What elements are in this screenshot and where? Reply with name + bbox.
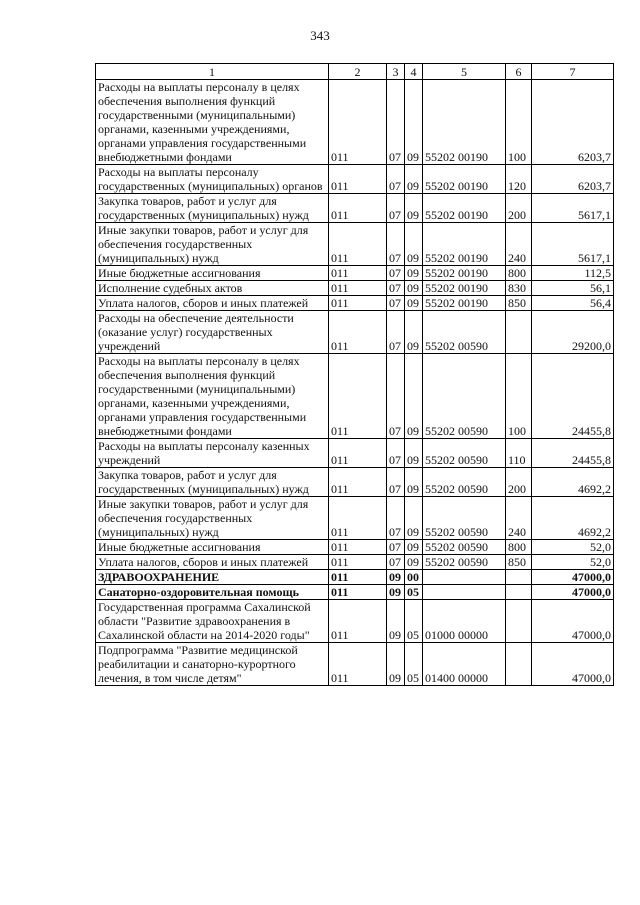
- expense-type: 830: [506, 281, 532, 296]
- row-name: Иные бюджетные ассигнования: [96, 540, 329, 555]
- table-row: [96, 354, 614, 439]
- table-row: [96, 281, 614, 296]
- amount: 6203,7: [532, 165, 614, 194]
- section-code: 07: [387, 296, 405, 311]
- amount: 47000,0: [532, 600, 614, 643]
- section-code: 07: [387, 281, 405, 296]
- ministry-code: 011: [329, 540, 387, 555]
- column-header: 3: [387, 64, 405, 80]
- column-header: 4: [405, 64, 423, 80]
- section-code: 07: [387, 354, 405, 439]
- column-header: 1: [96, 64, 329, 80]
- table-row: [96, 585, 614, 600]
- target-article: 55202 00190: [423, 165, 506, 194]
- section-code: 07: [387, 266, 405, 281]
- section-code: 07: [387, 223, 405, 266]
- table-row: [96, 570, 614, 585]
- budget-table: [95, 63, 614, 686]
- ministry-code: 011: [329, 296, 387, 311]
- row-name: Санаторно-оздоровительная помощь: [96, 585, 329, 600]
- row-name: Расходы на выплаты персоналу в целях обеспечения выполнения функций государственными (муниципальными) органами, казенными учреждениями, органами управления государственными внебюджетными фондами: [96, 354, 329, 439]
- subsection-code: 09: [405, 165, 423, 194]
- amount: 29200,0: [532, 311, 614, 354]
- row-name: Исполнение судебных актов: [96, 281, 329, 296]
- ministry-code: 011: [329, 281, 387, 296]
- expense-type: [506, 600, 532, 643]
- column-header: 7: [532, 64, 614, 80]
- table-row: [96, 643, 614, 686]
- row-name: ЗДРАВООХРАНЕНИЕ: [96, 570, 329, 585]
- amount: 47000,0: [532, 643, 614, 686]
- target-article: 55202 00190: [423, 296, 506, 311]
- ministry-code: 011: [329, 555, 387, 570]
- subsection-code: 05: [405, 585, 423, 600]
- row-name: Иные закупки товаров, работ и услуг для обеспечения государственных (муниципальных) нужд: [96, 497, 329, 540]
- target-article: 01400 00000: [423, 643, 506, 686]
- subsection-code: 09: [405, 497, 423, 540]
- expense-type: 110: [506, 439, 532, 468]
- amount: 24455,8: [532, 354, 614, 439]
- subsection-code: 09: [405, 266, 423, 281]
- target-article: 55202 00590: [423, 540, 506, 555]
- table-row: [96, 439, 614, 468]
- amount: 52,0: [532, 540, 614, 555]
- subsection-code: 05: [405, 600, 423, 643]
- table-row: [96, 468, 614, 497]
- subsection-code: 09: [405, 281, 423, 296]
- subsection-code: 09: [405, 311, 423, 354]
- ministry-code: 011: [329, 80, 387, 165]
- section-code: 07: [387, 311, 405, 354]
- target-article: 01000 00000: [423, 600, 506, 643]
- target-article: 55202 00190: [423, 80, 506, 165]
- amount: 24455,8: [532, 439, 614, 468]
- target-article: [423, 585, 506, 600]
- column-header: 5: [423, 64, 506, 80]
- target-article: 55202 00190: [423, 223, 506, 266]
- section-code: 07: [387, 165, 405, 194]
- amount: 112,5: [532, 266, 614, 281]
- subsection-code: 09: [405, 194, 423, 223]
- ministry-code: 011: [329, 266, 387, 281]
- subsection-code: 09: [405, 223, 423, 266]
- column-header: 2: [329, 64, 387, 80]
- page-number: 343: [310, 28, 330, 43]
- table-row: [96, 80, 614, 165]
- ministry-code: 011: [329, 194, 387, 223]
- ministry-code: 011: [329, 585, 387, 600]
- expense-type: 120: [506, 165, 532, 194]
- section-code: 07: [387, 497, 405, 540]
- target-article: 55202 00590: [423, 354, 506, 439]
- target-article: 55202 00190: [423, 194, 506, 223]
- amount: 5617,1: [532, 194, 614, 223]
- row-name: Расходы на выплаты персоналу казенных учреждений: [96, 439, 329, 468]
- row-name: Уплата налогов, сборов и иных платежей: [96, 296, 329, 311]
- table-row: [96, 497, 614, 540]
- subsection-code: 09: [405, 354, 423, 439]
- expense-type: 200: [506, 468, 532, 497]
- table-row: [96, 223, 614, 266]
- subsection-code: 09: [405, 468, 423, 497]
- section-code: 07: [387, 468, 405, 497]
- subsection-code: 09: [405, 80, 423, 165]
- table-row: [96, 555, 614, 570]
- section-code: 07: [387, 80, 405, 165]
- ministry-code: 011: [329, 439, 387, 468]
- row-name: Иные бюджетные ассигнования: [96, 266, 329, 281]
- table-header-row: [96, 64, 614, 80]
- target-article: 55202 00190: [423, 266, 506, 281]
- amount: 5617,1: [532, 223, 614, 266]
- ministry-code: 011: [329, 311, 387, 354]
- row-name: Подпрограмма "Развитие медицинской реабилитации и санаторно-курортного лечения, в том числе детям": [96, 643, 329, 686]
- subsection-code: 09: [405, 555, 423, 570]
- subsection-code: 09: [405, 296, 423, 311]
- expense-type: 100: [506, 354, 532, 439]
- ministry-code: 011: [329, 223, 387, 266]
- subsection-code: 09: [405, 540, 423, 555]
- table-row: [96, 540, 614, 555]
- table-row: [96, 266, 614, 281]
- expense-type: [506, 585, 532, 600]
- amount: 47000,0: [532, 585, 614, 600]
- expense-type: 240: [506, 223, 532, 266]
- row-name: Государственная программа Сахалинской области "Развитие здравоохранения в Сахалинской области на 2014-2020 годы": [96, 600, 329, 643]
- amount: 4692,2: [532, 497, 614, 540]
- subsection-code: 09: [405, 439, 423, 468]
- subsection-code: 05: [405, 643, 423, 686]
- target-article: 55202 00190: [423, 281, 506, 296]
- row-name: Иные закупки товаров, работ и услуг для обеспечения государственных (муниципальных) нужд: [96, 223, 329, 266]
- ministry-code: 011: [329, 643, 387, 686]
- section-code: 09: [387, 585, 405, 600]
- row-name: Расходы на обеспечение деятельности (оказание услуг) государственных учреждений: [96, 311, 329, 354]
- section-code: 07: [387, 540, 405, 555]
- table-row: [96, 194, 614, 223]
- target-article: 55202 00590: [423, 439, 506, 468]
- ministry-code: 011: [329, 165, 387, 194]
- target-article: 55202 00590: [423, 497, 506, 540]
- table-row: [96, 600, 614, 643]
- amount: 56,1: [532, 281, 614, 296]
- table-row: [96, 165, 614, 194]
- expense-type: 850: [506, 296, 532, 311]
- expense-type: 100: [506, 80, 532, 165]
- ministry-code: 011: [329, 468, 387, 497]
- expense-type: 800: [506, 266, 532, 281]
- expense-type: [506, 570, 532, 585]
- section-code: 09: [387, 643, 405, 686]
- amount: 52,0: [532, 555, 614, 570]
- subsection-code: 00: [405, 570, 423, 585]
- expense-type: [506, 643, 532, 686]
- expense-type: 240: [506, 497, 532, 540]
- section-code: 07: [387, 555, 405, 570]
- target-article: [423, 570, 506, 585]
- column-header: 6: [506, 64, 532, 80]
- ministry-code: 011: [329, 354, 387, 439]
- target-article: 55202 00590: [423, 311, 506, 354]
- row-name: Уплата налогов, сборов и иных платежей: [96, 555, 329, 570]
- section-code: 09: [387, 600, 405, 643]
- row-name: Закупка товаров, работ и услуг для государственных (муниципальных) нужд: [96, 194, 329, 223]
- section-code: 09: [387, 570, 405, 585]
- expense-type: [506, 311, 532, 354]
- expense-type: 200: [506, 194, 532, 223]
- table-row: [96, 311, 614, 354]
- target-article: 55202 00590: [423, 555, 506, 570]
- ministry-code: 011: [329, 570, 387, 585]
- amount: 47000,0: [532, 570, 614, 585]
- ministry-code: 011: [329, 600, 387, 643]
- table-row: [96, 296, 614, 311]
- section-code: 07: [387, 439, 405, 468]
- row-name: Закупка товаров, работ и услуг для государственных (муниципальных) нужд: [96, 468, 329, 497]
- amount: 6203,7: [532, 80, 614, 165]
- amount: 4692,2: [532, 468, 614, 497]
- expense-type: 850: [506, 555, 532, 570]
- amount: 56,4: [532, 296, 614, 311]
- expense-type: 800: [506, 540, 532, 555]
- target-article: 55202 00590: [423, 468, 506, 497]
- section-code: 07: [387, 194, 405, 223]
- row-name: Расходы на выплаты персоналу государственных (муниципальных) органов: [96, 165, 329, 194]
- ministry-code: 011: [329, 497, 387, 540]
- row-name: Расходы на выплаты персоналу в целях обеспечения выполнения функций государственными (муниципальными) органами, казенными учреждениями, органами управления государственными внебюджетными фондами: [96, 80, 329, 165]
